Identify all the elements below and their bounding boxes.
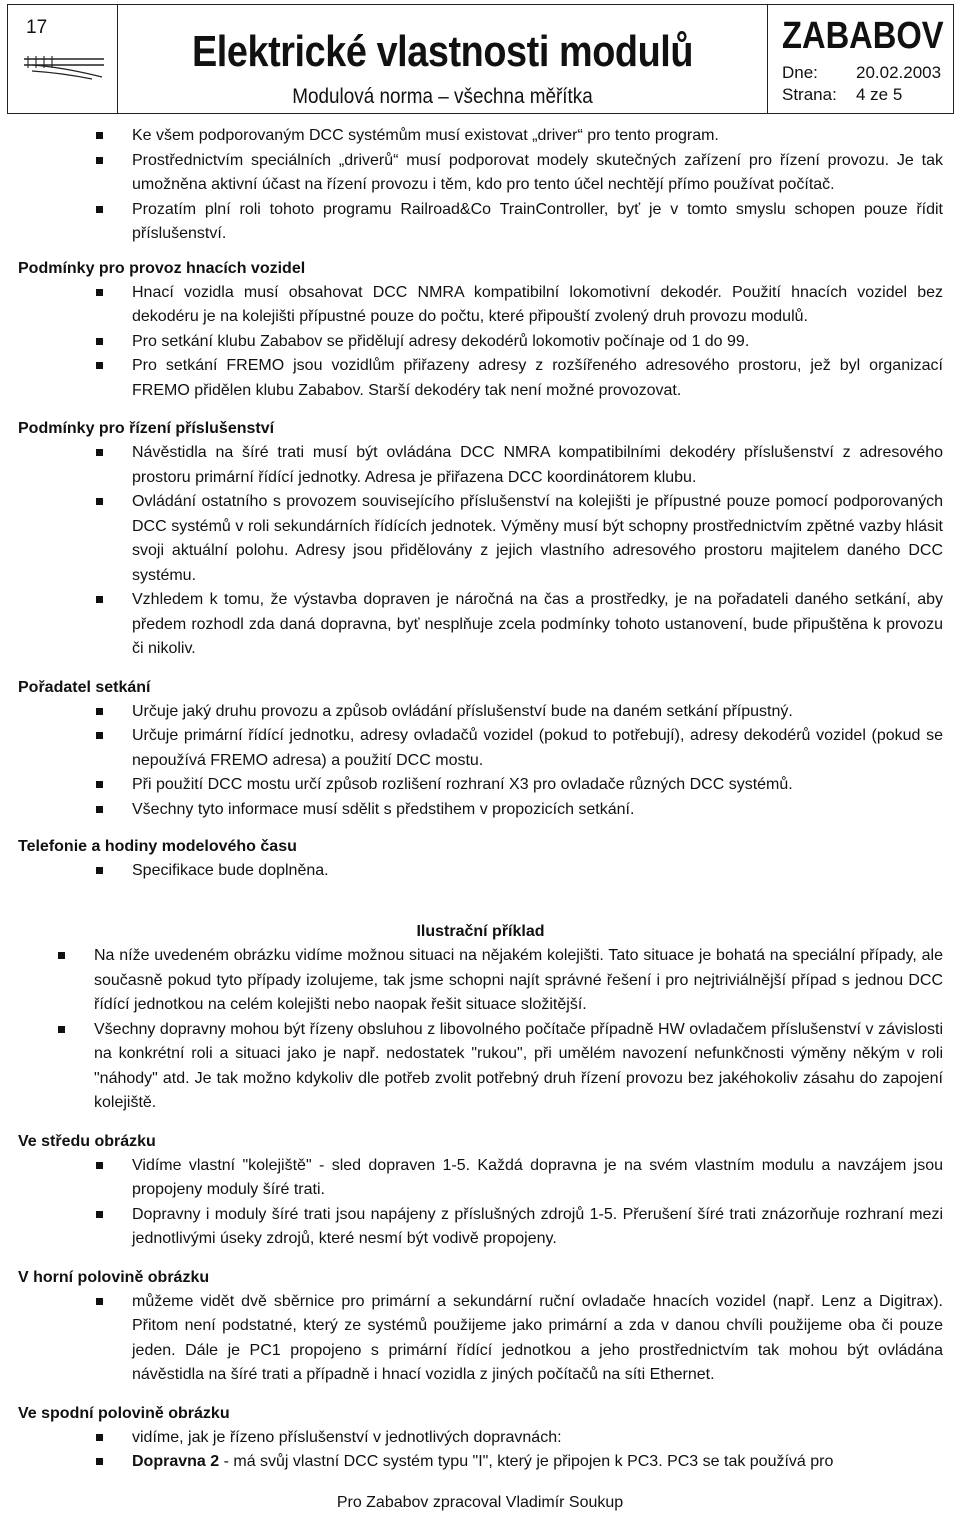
section-list	[18, 859, 943, 884]
list-item: Při použití DCC mostu určí způsob rozlišení rozhraní X3 pro ovladače různých DCC systémů.	[18, 773, 943, 798]
section-list	[18, 1290, 943, 1388]
list-item: Ke všem podporovaným DCC systémům musí existovat „driver“ pro tento program.	[18, 124, 943, 149]
section-list	[18, 700, 943, 823]
page-value: 4 ze 5	[856, 85, 903, 104]
date-label: Dne:	[782, 63, 818, 82]
document-body	[18, 124, 943, 1475]
list-item: Ovládání ostatního s provozem souvisejícího příslušenství na kolejišti je přípustné pouze pomocí podporovaných DCC systémů v roli sekundárních řídících jednotek. Výměny musí být schopny prostřednictvím zpětné vazby hlásit svoji aktuální polohu. Adresy jsou přidělovány z jejich vlastního adresového prostoru majitelem daného DCC systému.	[18, 490, 943, 588]
page-row	[782, 85, 902, 105]
list-item: Návěstidla na šíré trati musí být ovládána DCC NMRA kompatibilními dekodéry příslušenství z adresového prostoru primární řídící jednotky. Adresa je přiřazena DCC koordinátorem klubu.	[18, 441, 943, 490]
header-left-cell	[8, 5, 118, 113]
list-item: Dopravny i moduly šíré trati jsou napájeny z příslušných zdrojů 1-5. Přerušení šíré trati znázorňuje rozhraní mezi jednotlivými úseky zdrojů, které nesmí být vodivě propojeny.	[18, 1203, 943, 1252]
section-title: Ve středu obrázku	[18, 1132, 156, 1150]
list-item: Všechny tyto informace musí sdělit s předstihem v propozicích setkání.	[18, 798, 943, 823]
list-item: Prozatím plní roli tohoto programu Railroad&Co TrainController, byť je v tomto smyslu schopen pouze řídit příslušenství.	[18, 198, 943, 247]
intro-list	[18, 124, 943, 247]
list-item: Hnací vozidla musí obsahovat DCC NMRA kompatibilní lokomotivní dekodér. Použití hnacích vozidel bez dekodéru je na kolejišti přípustné pouze do počtu, které připouští zvolený druh provozu modulů.	[18, 281, 943, 330]
track-switch-logo-icon	[22, 45, 106, 81]
list-item: Pro setkání klubu Zababov se přidělují adresy dekodérů lokomotiv počínaje od 1 do 99.	[18, 330, 943, 355]
dopravna-label: Dopravna 2	[132, 1453, 220, 1470]
section-list	[18, 441, 943, 662]
document-subtitle: Modulová norma – všechna měřítka	[292, 85, 593, 108]
list-item: můžeme vidět dvě sběrnice pro primární a sekundární ruční ovladače hnacích vozidel (např. Lenz a Digitrax). Přitom není podstatné, který ze systémů použijeme jako primární a zda v danou chvíli použijeme oba či pouze jeden. Dále je PC1 propojeno s primární řídící jednotkou a jeho prostřednictvím tak mohou být ovládána návěstidla na šíré trati a případně i hnací vozidla z jiných počítačů na síti Ethernet.	[18, 1290, 943, 1388]
example-title: Ilustrační příklad	[416, 922, 545, 940]
page-footer: Pro Zababov zpracoval Vladimír Soukup	[336, 1494, 624, 1511]
header-meta-cell	[768, 5, 953, 113]
section-title: Ve spodní polovině obrázku	[18, 1404, 230, 1422]
section-list	[18, 1426, 943, 1475]
header-title-cell	[118, 5, 768, 113]
list-item: Vzhledem k tomu, že výstavba dopraven je náročná na čas a prostředky, je na pořadateli daného setkání, aby předem rozhodl zda daná dopravna, byť nesplňuje zcela podmínky tohoto ustanovení, bude připuštěna k provozu či nikoliv.	[18, 588, 943, 662]
list-item: Na níže uvedeném obrázku vidíme možnou situaci na nějakém kolejišti. Tato situace je bohatá na speciální případy, ale současně pokud tyto případy izolujeme, tak jsme schopni najít správné řešení i pro nejtriviálnější případ s jednou DCC řídící jednotkou na celém kolejišti nebo naopak řešit situace složitější.	[18, 944, 943, 1018]
list-item: Pro setkání FREMO jsou vozidlům přiřazeny adresy z rozšířeného adresového prostoru, jež byl organizací FREMO přidělen klubu Zababov. Starší dekodéry tak není možné provozovat.	[18, 354, 943, 403]
date-value: 20.02.2003	[856, 63, 942, 82]
list-item: Určuje jaký druhu provozu a způsob ovládání příslušenství bude na daném setkání přípustný.	[18, 700, 943, 725]
list-item: Prostřednictvím speciálních „driverů“ musí podporovat modely skutečných zařízení pro řízení provozu. Je tak umožněna aktivní účast na řízení provozu i těm, kdo pro tento účel nechtějí přímo používat počítač.	[18, 149, 943, 198]
list-item: Vidíme vlastní "kolejiště" - sled dopraven 1-5. Každá dopravna je na svém vlastním modulu a navzájem jsou propojeny moduly šíré trati.	[18, 1154, 943, 1203]
dopravna-text: - má svůj vlastní DCC systém typu "I", který je připojen k PC3. PC3 se tak používá pro	[219, 1453, 834, 1470]
section-title: V horní polovině obrázku	[18, 1268, 210, 1286]
section-list	[18, 1154, 943, 1252]
list-item: vidíme, jak je řízeno příslušenství v jednotlivých dopravnách:	[18, 1426, 943, 1451]
section-list	[18, 281, 943, 404]
page-label: Strana:	[782, 85, 837, 104]
list-item: Specifikace bude doplněna.	[18, 859, 943, 884]
section-title: Pořadatel setkání	[18, 678, 151, 696]
list-item	[18, 1450, 943, 1475]
document-title: Elektrické vlastnosti modulů	[191, 27, 694, 76]
date-row	[782, 63, 941, 83]
section-title: Telefonie a hodiny modelového času	[18, 838, 297, 855]
brand-name: ZABABOV	[782, 15, 944, 57]
list-item: Všechny dopravny mohou být řízeny obsluhou z libovolného počítače případně HW ovladačem příslušenství v závislosti na konkrétní roli a situaci jako je např. nedostatek "rukou", při umělém navození nefunkčnosti výměny někým v roli "náhody" atd. Je tak možno kdykoliv dle potřeb zvolit potřebný druh řízení provozu bez jakéhokoliv zásahu do zapojení kolejiště.	[18, 1018, 943, 1116]
page-number: 17	[26, 17, 48, 38]
section-title: Podmínky pro řízení příslušenství	[18, 420, 275, 437]
page-header	[7, 4, 954, 114]
list-item: Určuje primární řídící jednotku, adresy ovladačů vozidel (pokud to potřebují), adresy dekodérů vozidel (pokud se nepoužívá FREMO adresa) a použití DCC mostu.	[18, 724, 943, 773]
section-title: Podmínky pro provoz hnacích vozidel	[18, 259, 306, 277]
example-list	[18, 944, 943, 1116]
